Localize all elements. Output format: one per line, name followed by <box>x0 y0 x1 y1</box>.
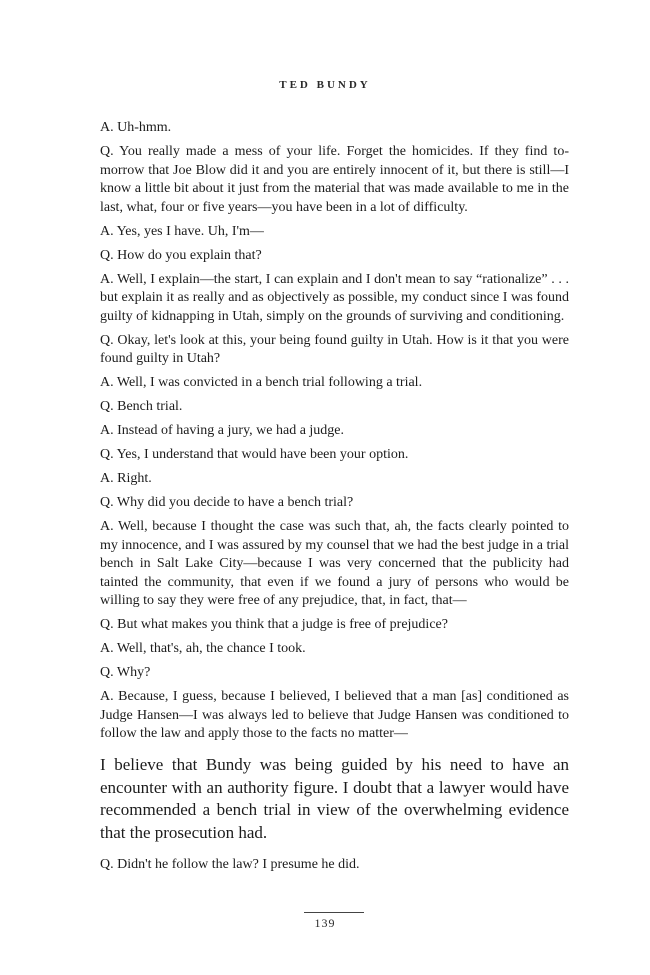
transcript-line: A. Right. <box>100 471 152 486</box>
transcript-line: A. Well, because I thought the case was such that, ah, the facts clearly pointed to my innocence, and I was assured by my counsel that we had the best judge in a trial bench in Salt Lake City—because I was very concerned that the publicity had tainted the community, that even if we found a jury of persons who would be willing to say they were free of any prejudice, that, in fact, that— <box>100 519 569 608</box>
author-commentary: I believe that Bundy was being guided by his need to have an encounter with an authority figure. I doubt that a lawyer would have recommended a bench trial in view of the overwhelming evidence that the prosecution had. <box>100 755 569 842</box>
transcript-line: A. Instead of having a jury, we had a judge. <box>100 423 345 438</box>
transcript-line: A. Well, I explain—the start, I can explain and I don't mean to say “rationalize” . . . but explain it as really and as objectively as possible, my conduct since I was found guilty of kidnapping in Utah, simply on the grounds of surviving and conditioning. <box>100 271 569 324</box>
transcript-line: A. Well, that's, ah, the chance I took. <box>100 641 306 656</box>
transcript-line: Q. Why? <box>100 665 151 680</box>
transcript-line: Q. Didn't he follow the law? I presume he did. <box>100 857 360 872</box>
folio-divider <box>304 912 364 913</box>
transcript-line: Q. Bench trial. <box>100 399 183 414</box>
transcript-line: A. Because, I guess, because I believed, I believed that a man [as] conditioned as Judge Hansen—I was always led to believe that Judge Hansen was conditioned to follow the law and apply those to the facts no matter— <box>100 689 569 741</box>
transcript-line: Q. But what makes you think that a judge is free of prejudice? <box>100 617 448 632</box>
running-head: TED BUNDY <box>279 79 371 91</box>
transcript-line: Q. How do you explain that? <box>100 247 262 263</box>
transcript-line: Q. You really made a mess of your life. Forget the homicides. If they find tomorrow that Joe Blow did it and you are entirely innocent of it, but there is still—I know a little bit about it just from the material that was made available to me in the last, what, four or five years—you have been in a lot of difficulty. <box>100 144 569 215</box>
transcript-line: A. Yes, yes I have. Uh, I'm— <box>100 223 264 239</box>
page-number: 139 <box>314 916 336 930</box>
transcript-line: Q. Why did you decide to have a bench trial? <box>100 495 354 510</box>
transcript-line: Q. Okay, let's look at this, your being found guilty in Utah. How is it that you were found guilty in Utah? <box>100 332 569 366</box>
interview-transcript <box>100 119 569 749</box>
transcript-line: A. Uh-hmm. <box>100 120 172 135</box>
transcript-line: A. Well, I was convicted in a bench trial following a trial. <box>100 375 423 390</box>
transcript-line: Q. Yes, I understand that would have been your option. <box>100 447 409 462</box>
